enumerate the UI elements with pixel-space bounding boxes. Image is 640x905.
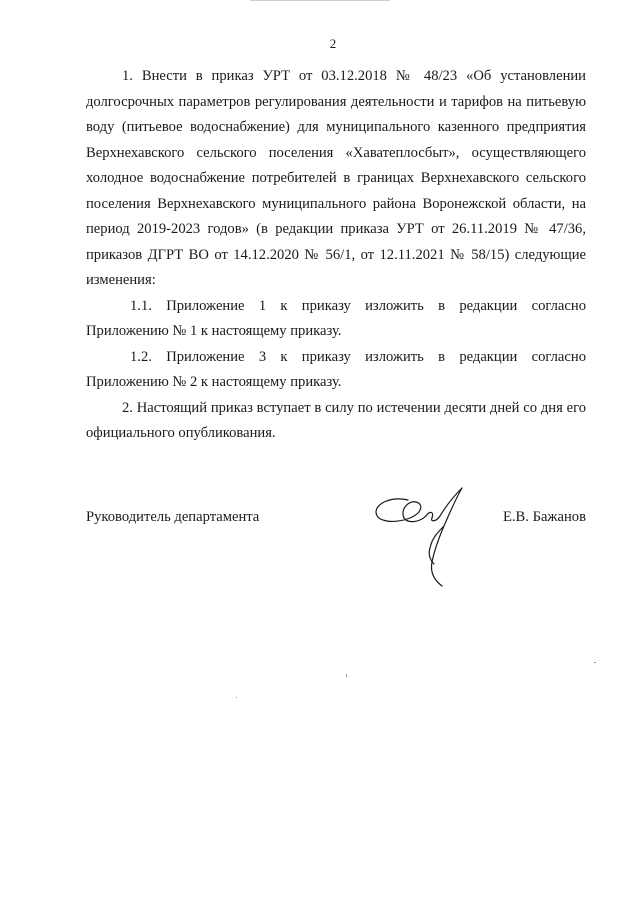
- signatory-title: Руководитель департамента: [86, 509, 260, 525]
- paragraph-item-2: 2. Настоящий приказ вступает в силу по истечении десяти дней со дня его официального опубликования.: [86, 399, 586, 441]
- signatory-name: Е.В. Бажанов: [502, 509, 586, 525]
- paragraph-item-1-1: 1.1. Приложение 1 к приказу изложить в редакции согласно Приложению № 1 к настоящему приказу.: [86, 297, 586, 339]
- scan-speck: [346, 674, 347, 677]
- scan-speck: [236, 697, 237, 698]
- scan-speck: [594, 662, 596, 663]
- document-body: [86, 64, 586, 447]
- handwritten-signature-icon: [370, 482, 480, 590]
- paragraph-item-1: 1. Внести в приказ УРТ от 03.12.2018 № 48/23 «Об установлении долгосрочных параметров регулирования деятельности и тарифов на питьевую воду (питьевое водоснабжение) для муниципального казенного предприятия Верхнехавского сельского поселения «Хаватеплосбыт», осуществляющего холодное водоснабжение потребителей в границах Верхнехавского сельского поселения Верхнехавского муниципального района Воронежской области, на период 2019-2023 годов» (в редакции приказа УРТ от 26.11.2019 № 47/36, приказов ДГРТ ВО от 14.12.2020 № 56/1, от 12.11.2021 № 58/15) следующие изменения:: [86, 68, 586, 288]
- paragraph-item-1-2: 1.2. Приложение 3 к приказу изложить в редакции согласно Приложению № 2 к настоящему приказу.: [86, 348, 586, 390]
- page-number: 2: [329, 36, 337, 51]
- signature-block: [86, 502, 586, 532]
- scan-top-edge: [250, 0, 390, 1]
